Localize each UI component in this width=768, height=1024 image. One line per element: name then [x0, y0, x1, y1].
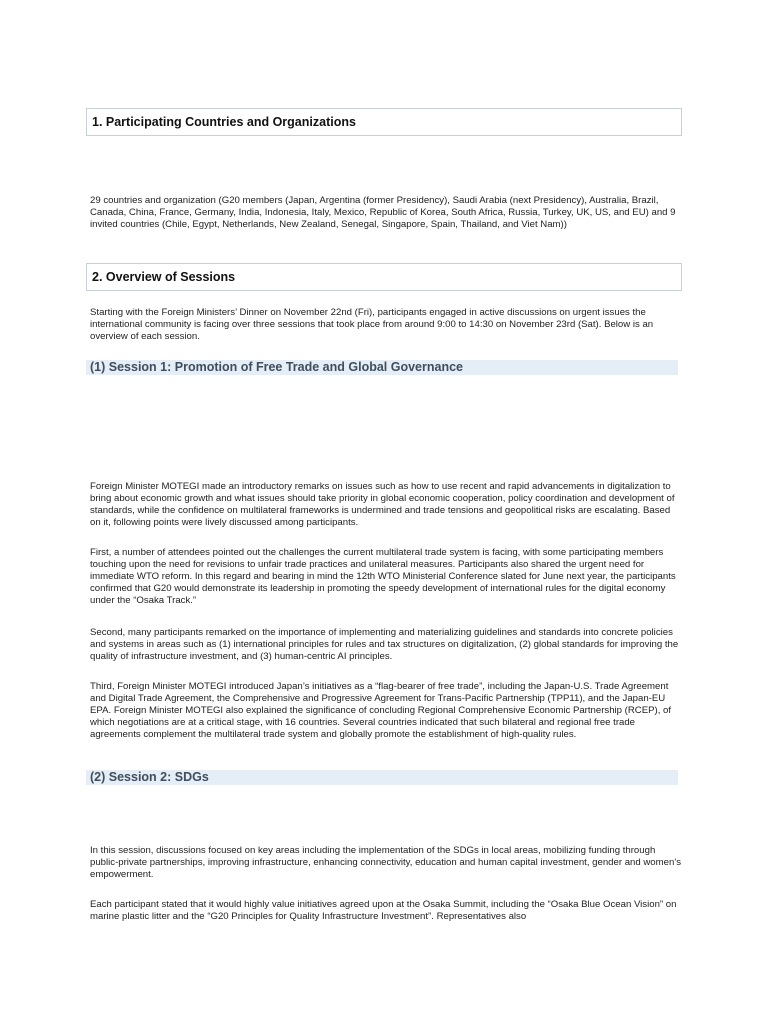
session-2-heading: (2) Session 2: SDGs — [90, 770, 209, 784]
session-1-paragraph-2: First, a number of attendees pointed out the challenges the current multilateral trade system is facing, with some participating members touching upon the need for revisions to unfair trade practices and unilateral measures. Participants also shared the urgent need for immediate WTO reform. In this regard and bearing in mind the 12th WTO Ministerial Conference slated for June next year, the participants confirmed that G20 would demonstrate its leadership in promoting the speedy development of international rules for the digital economy under the “Osaka Track.” — [90, 547, 676, 607]
session-2-heading-bar — [86, 770, 678, 785]
section-2-heading-box — [86, 263, 682, 291]
section-1-heading-box — [86, 108, 682, 136]
session-2-paragraph-1: In this session, discussions focused on key areas including the implementation of the SDGs in local areas, mobilizing funding through public-private partnerships, improving infrastructure, enhancing connectivity, education and human capital investment, gender and women’s empowerment. — [90, 845, 682, 881]
overview-intro-paragraph: Starting with the Foreign Ministers’ Dinner on November 22nd (Fri), participants engaged in active discussions on urgent issues the international community is facing over three sessions that took place from around 9:00 to 14:30 on November 23rd (Sat). Below is an overview of each session. — [90, 307, 654, 343]
session-1-paragraph-3: Second, many participants remarked on the importance of implementing and materializing guidelines and standards into concrete policies and systems in areas such as (1) international principles for rules and tax structures on digitalization, (2) global standards for improving the quality of infrastructure investment, and (3) human-centric AI principles. — [90, 627, 679, 663]
session-1-paragraph-1: Foreign Minister MOTEGI made an introductory remarks on issues such as how to use recent and rapid advancements in digitalization to bring about economic growth and what issues should take priority in global economic cooperation, policy coordination and development of standards, while the confidence on multilateral frameworks is undermined and trade tensions and geopolitical risks are escalating. Based on it, following points were lively discussed among participants. — [90, 481, 675, 529]
session-1-paragraph-4: Third, Foreign Minister MOTEGI introduced Japan’s initiatives as a “flag-bearer of free trade”, including the Japan-U.S. Trade Agreement and Digital Trade Agreement, the Comprehensive and Progressive Agreement for Trans-Pacific Partnership (TPP11), and the Japan-EU EPA. Foreign Minister MOTEGI also explained the significance of concluding Regional Comprehensive Economic Partnership (RCEP), of which negotiations are at a critical stage, with 16 countries. Several countries indicated that such bilateral and regional free trade agreements complement the multilateral trade system and globally promote the establishment of high-quality rules. — [90, 681, 672, 741]
session-2-paragraph-2: Each participant stated that it would highly value initiatives agreed upon at the Osaka Summit, including the “Osaka Blue Ocean Vision” on marine plastic litter and the “G20 Principles for Quality Infrastructure Investment”. Representatives also — [90, 899, 677, 923]
session-1-heading-bar — [86, 360, 678, 375]
participants-paragraph: 29 countries and organization (G20 members (Japan, Argentina (former Presidency), Saudi Arabia (next Presidency), Australia, Brazil, Canada, China, France, Germany, India, Indonesia, Italy, Mexico, Republic of Korea, South Africa, Russia, Turkey, UK, US, and EU) and 9 invited countries (Chile, Egypt, Netherlands, New Zealand, Senegal, Singapore, Spain, Thailand, and Viet Nam)) — [90, 195, 676, 231]
section-1-heading: 1. Participating Countries and Organizations — [92, 115, 356, 129]
section-2-heading: 2. Overview of Sessions — [92, 270, 236, 284]
session-1-heading: (1) Session 1: Promotion of Free Trade and Global Governance — [90, 360, 463, 374]
